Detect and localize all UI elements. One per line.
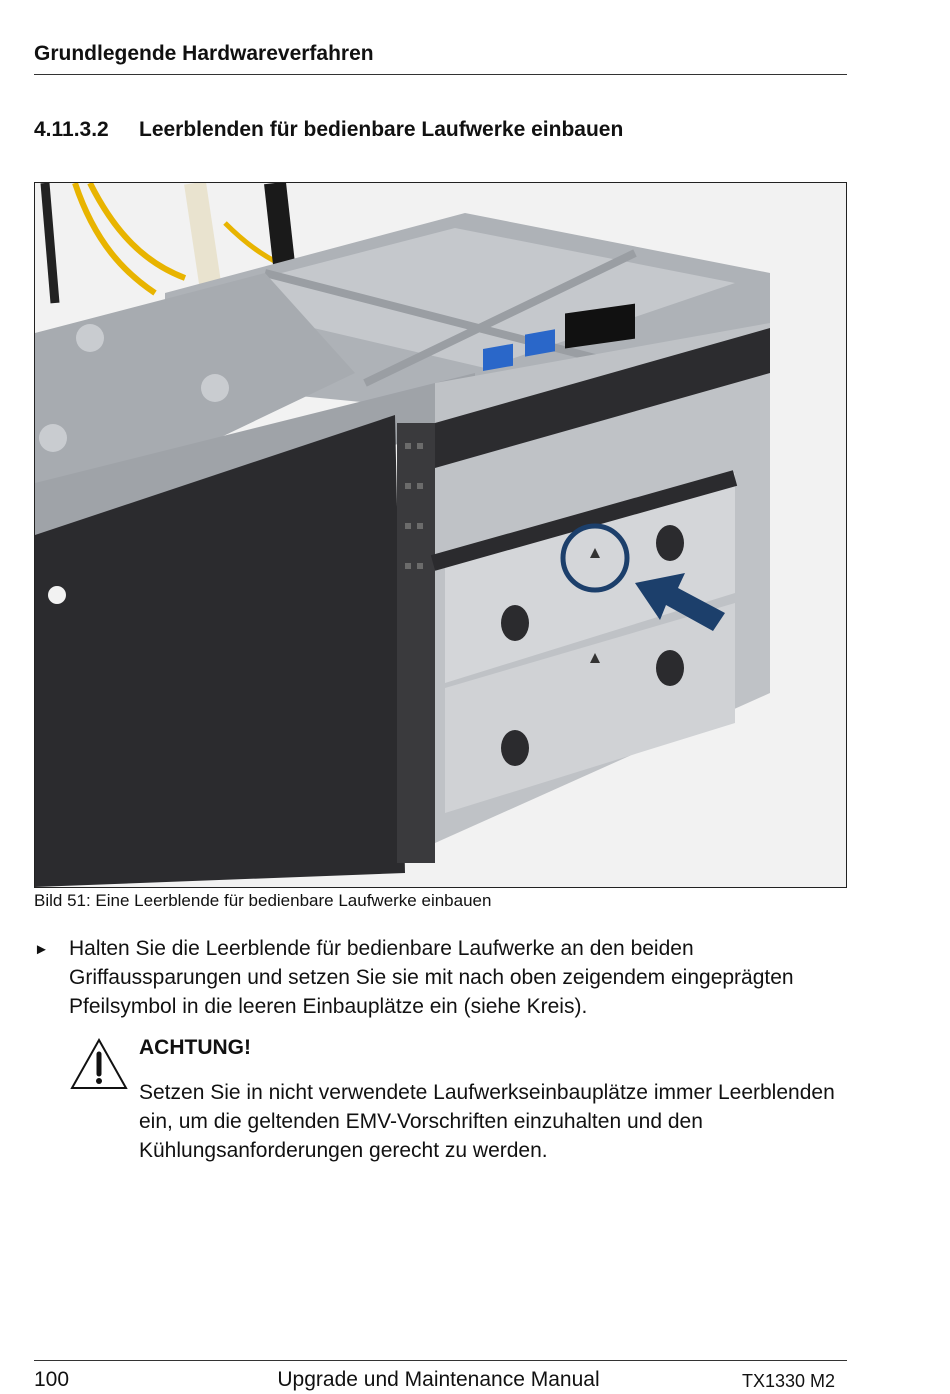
instruction-text: Halten Sie die Leerblende für bedienbare Laufwerke an den beiden Griffaussparungen und setzen Sie sie mit nach oben zeigendem eingeprägten Pfeilsymbol in die leeren Einbauplätze ein (siehe Kreis). xyxy=(69,937,794,1018)
running-header: Grundlegende Hardwareverfahren xyxy=(34,42,374,65)
figure-photo xyxy=(34,182,847,888)
instruction-step xyxy=(34,934,814,1021)
warning-triangle-icon xyxy=(68,1036,130,1092)
figure-caption: Bild 51: Eine Leerblende für bedienbare Laufwerke einbauen xyxy=(34,891,492,910)
section-title: Leerblenden für bedienbare Laufwerke einbauen xyxy=(139,118,624,141)
manual-title: Upgrade und Maintenance Manual xyxy=(277,1368,600,1391)
section-heading xyxy=(34,118,623,142)
page-number: 100 xyxy=(34,1368,70,1391)
footer-rule xyxy=(34,1360,847,1361)
section-number: 4.11.3.2 xyxy=(34,118,109,141)
bullet-icon: ► xyxy=(34,941,49,958)
model-name: TX1330 M2 xyxy=(742,1371,836,1391)
caution-text: Setzen Sie in nicht verwendete Laufwerkseinbauplätze immer Leerblenden ein, um die geltenden EMV-Vorschriften einzuhalten und den Kühlungsanforderungen gerecht zu werden. xyxy=(139,1081,835,1162)
server-drive-bay-illustration xyxy=(35,183,846,887)
caution-title: ACHTUNG! xyxy=(139,1036,251,1059)
header-rule xyxy=(34,74,847,75)
